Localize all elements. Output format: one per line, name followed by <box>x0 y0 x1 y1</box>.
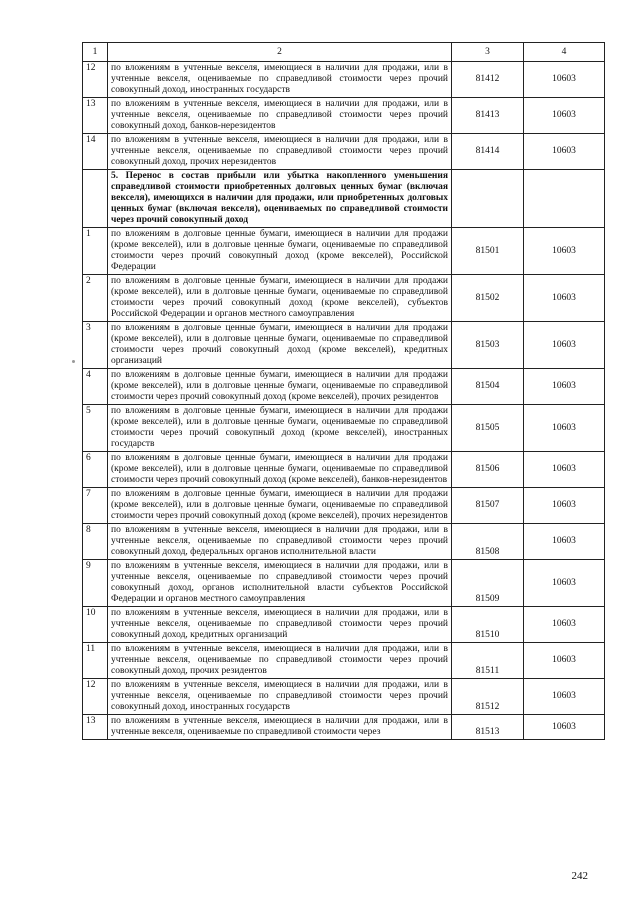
row-number: 6 <box>83 452 108 488</box>
row-symbol-code: 81507 <box>452 488 524 524</box>
row-number: 9 <box>83 560 108 607</box>
row-description: по вложениям в учтенные векселя, имеющиеся в наличии для продажи, или в учтенные векселя, оцениваемые по справедливой стоимости через прочий совокупный доход, прочих нерезидентов <box>108 134 452 170</box>
row-symbol-code: 81414 <box>452 134 524 170</box>
row-number: 11 <box>83 643 108 679</box>
row-description: по вложениям в долговые ценные бумаги, имеющиеся в наличии для продажи (кроме векселей), или в долговые ценные бумаги, оцениваемые по справедливой стоимости через прочий совокупный доход (кроме векселей), субъектов Российской Федерации и органов местного самоуправления <box>108 275 452 322</box>
row-description: по вложениям в учтенные векселя, имеющиеся в наличии для продажи, или в учтенные векселя, оцениваемые по справедливой стоимости через прочий совокупный доход, органов исполнительной власти субъектов Российской Федерации и органов местного самоуправления <box>108 560 452 607</box>
row-account-number: 10603 <box>524 228 605 275</box>
section-heading-row <box>83 170 605 228</box>
row-number: 12 <box>83 679 108 715</box>
table-row <box>83 715 605 740</box>
row-account-number: 10603 <box>524 524 605 560</box>
row-number: 3 <box>83 322 108 369</box>
accounts-table <box>82 42 605 740</box>
row-account-number: 10603 <box>524 369 605 405</box>
row-account-number: 10603 <box>524 560 605 607</box>
row-account-number <box>524 170 605 228</box>
row-account-number: 10603 <box>524 275 605 322</box>
table-body <box>83 62 605 740</box>
row-description: по вложениям в долговые ценные бумаги, имеющиеся в наличии для продажи (кроме векселей), или в долговые ценные бумаги, оцениваемые по справедливой стоимости через прочий совокупный доход (кроме векселей), Российской Федерации <box>108 228 452 275</box>
row-account-number: 10603 <box>524 405 605 452</box>
row-symbol-code: 81504 <box>452 369 524 405</box>
row-account-number: 10603 <box>524 643 605 679</box>
table-row <box>83 98 605 134</box>
row-symbol-code: 81505 <box>452 405 524 452</box>
row-symbol-code: 81513 <box>452 715 524 740</box>
row-description: по вложениям в учтенные векселя, имеющиеся в наличии для продажи, или в учтенные векселя, оцениваемые по справедливой стоимости через прочий совокупный доход, прочих резидентов <box>108 643 452 679</box>
table-row <box>83 228 605 275</box>
row-account-number: 10603 <box>524 679 605 715</box>
row-symbol-code: 81511 <box>452 643 524 679</box>
row-number <box>83 170 108 228</box>
row-number: 13 <box>83 715 108 740</box>
row-description: по вложениям в учтенные векселя, имеющиеся в наличии для продажи, или в учтенные векселя, оцениваемые по справедливой стоимости через прочий совокупный доход, федеральных органов исполнительной власти <box>108 524 452 560</box>
row-description: по вложениям в долговые ценные бумаги, имеющиеся в наличии для продажи (кроме векселей), или в долговые ценные бумаги, оцениваемые по справедливой стоимости через прочий совокупный доход (кроме векселей), банков-нерезидентов <box>108 452 452 488</box>
row-symbol-code: 81502 <box>452 275 524 322</box>
row-number: 10 <box>83 607 108 643</box>
row-account-number: 10603 <box>524 607 605 643</box>
row-number: 4 <box>83 369 108 405</box>
row-symbol-code: 81506 <box>452 452 524 488</box>
row-description: по вложениям в учтенные векселя, имеющиеся в наличии для продажи, или в учтенные векселя, оцениваемые по справедливой стоимости через прочий совокупный доход, банков-нерезидентов <box>108 98 452 134</box>
row-description: по вложениям в учтенные векселя, имеющиеся в наличии для продажи, или в учтенные векселя, оцениваемые по справедливой стоимости через прочий совокупный доход, кредитных организаций <box>108 607 452 643</box>
row-number: 1 <box>83 228 108 275</box>
row-account-number: 10603 <box>524 98 605 134</box>
row-description: по вложениям в учтенные векселя, имеющиеся в наличии для продажи, или в учтенные векселя, оцениваемые по справедливой стоимости через прочий совокупный доход, иностранных государств <box>108 679 452 715</box>
row-symbol-code: 81512 <box>452 679 524 715</box>
table-row <box>83 643 605 679</box>
row-number: 8 <box>83 524 108 560</box>
table-row <box>83 275 605 322</box>
row-number: 12 <box>83 62 108 98</box>
row-account-number: 10603 <box>524 62 605 98</box>
row-description: по вложениям в долговые ценные бумаги, имеющиеся в наличии для продажи (кроме векселей), или в долговые ценные бумаги, оцениваемые по справедливой стоимости через прочий совокупный доход (кроме векселей), прочих резидентов <box>108 369 452 405</box>
row-number: 2 <box>83 275 108 322</box>
table-row <box>83 452 605 488</box>
row-account-number: 10603 <box>524 452 605 488</box>
row-symbol-code <box>452 170 524 228</box>
page-number: 242 <box>571 870 588 882</box>
row-symbol-code: 81510 <box>452 607 524 643</box>
table-row <box>83 322 605 369</box>
row-description: по вложениям в долговые ценные бумаги, имеющиеся в наличии для продажи (кроме векселей), или в долговые ценные бумаги, оцениваемые по справедливой стоимости через прочий совокупный доход (кроме векселей), кредитных организаций <box>108 322 452 369</box>
table-row <box>83 134 605 170</box>
row-symbol-code: 81509 <box>452 560 524 607</box>
header-col-3: 3 <box>452 43 524 62</box>
row-symbol-code: 81412 <box>452 62 524 98</box>
row-account-number: 10603 <box>524 715 605 740</box>
table-row <box>83 62 605 98</box>
margin-mark <box>72 360 75 363</box>
row-symbol-code: 81413 <box>452 98 524 134</box>
row-symbol-code: 81508 <box>452 524 524 560</box>
header-col-1: 1 <box>83 43 108 62</box>
header-row <box>83 43 605 62</box>
table-row <box>83 524 605 560</box>
row-account-number: 10603 <box>524 134 605 170</box>
row-number: 5 <box>83 405 108 452</box>
row-account-number: 10603 <box>524 322 605 369</box>
table-row <box>83 488 605 524</box>
row-number: 7 <box>83 488 108 524</box>
row-number: 14 <box>83 134 108 170</box>
row-description: по вложениям в учтенные векселя, имеющиеся в наличии для продажи, или в учтенные векселя, оцениваемые по справедливой стоимости через прочий совокупный доход, иностранных государств <box>108 62 452 98</box>
row-description: по вложениям в учтенные векселя, имеющиеся в наличии для продажи, или в учтенные векселя, оцениваемые по справедливой стоимости через <box>108 715 452 740</box>
section-title: 5. Перенос в состав прибыли или убытка накопленного уменьшения справедливой стоимости приобретенных долговых ценных бумаг (включая векселя), имеющихся в наличии для продажи, или приобретенных долговых ценных бумаг (включая векселя), оцениваемых по справедливой стоимости через прочий совокупный доход <box>108 170 452 228</box>
row-account-number: 10603 <box>524 488 605 524</box>
header-col-4: 4 <box>524 43 605 62</box>
table-row <box>83 369 605 405</box>
table-row <box>83 679 605 715</box>
row-description: по вложениям в долговые ценные бумаги, имеющиеся в наличии для продажи (кроме векселей), или в долговые ценные бумаги, оцениваемые по справедливой стоимости через прочий совокупный доход (кроме векселей), иностранных государств <box>108 405 452 452</box>
table-row <box>83 560 605 607</box>
row-description: по вложениям в долговые ценные бумаги, имеющиеся в наличии для продажи (кроме векселей), или в долговые ценные бумаги, оцениваемые по справедливой стоимости через прочий совокупный доход (кроме векселей), прочих нерезидентов <box>108 488 452 524</box>
header-col-2: 2 <box>108 43 452 62</box>
row-number: 13 <box>83 98 108 134</box>
table-row <box>83 405 605 452</box>
row-symbol-code: 81501 <box>452 228 524 275</box>
table-row <box>83 607 605 643</box>
row-symbol-code: 81503 <box>452 322 524 369</box>
